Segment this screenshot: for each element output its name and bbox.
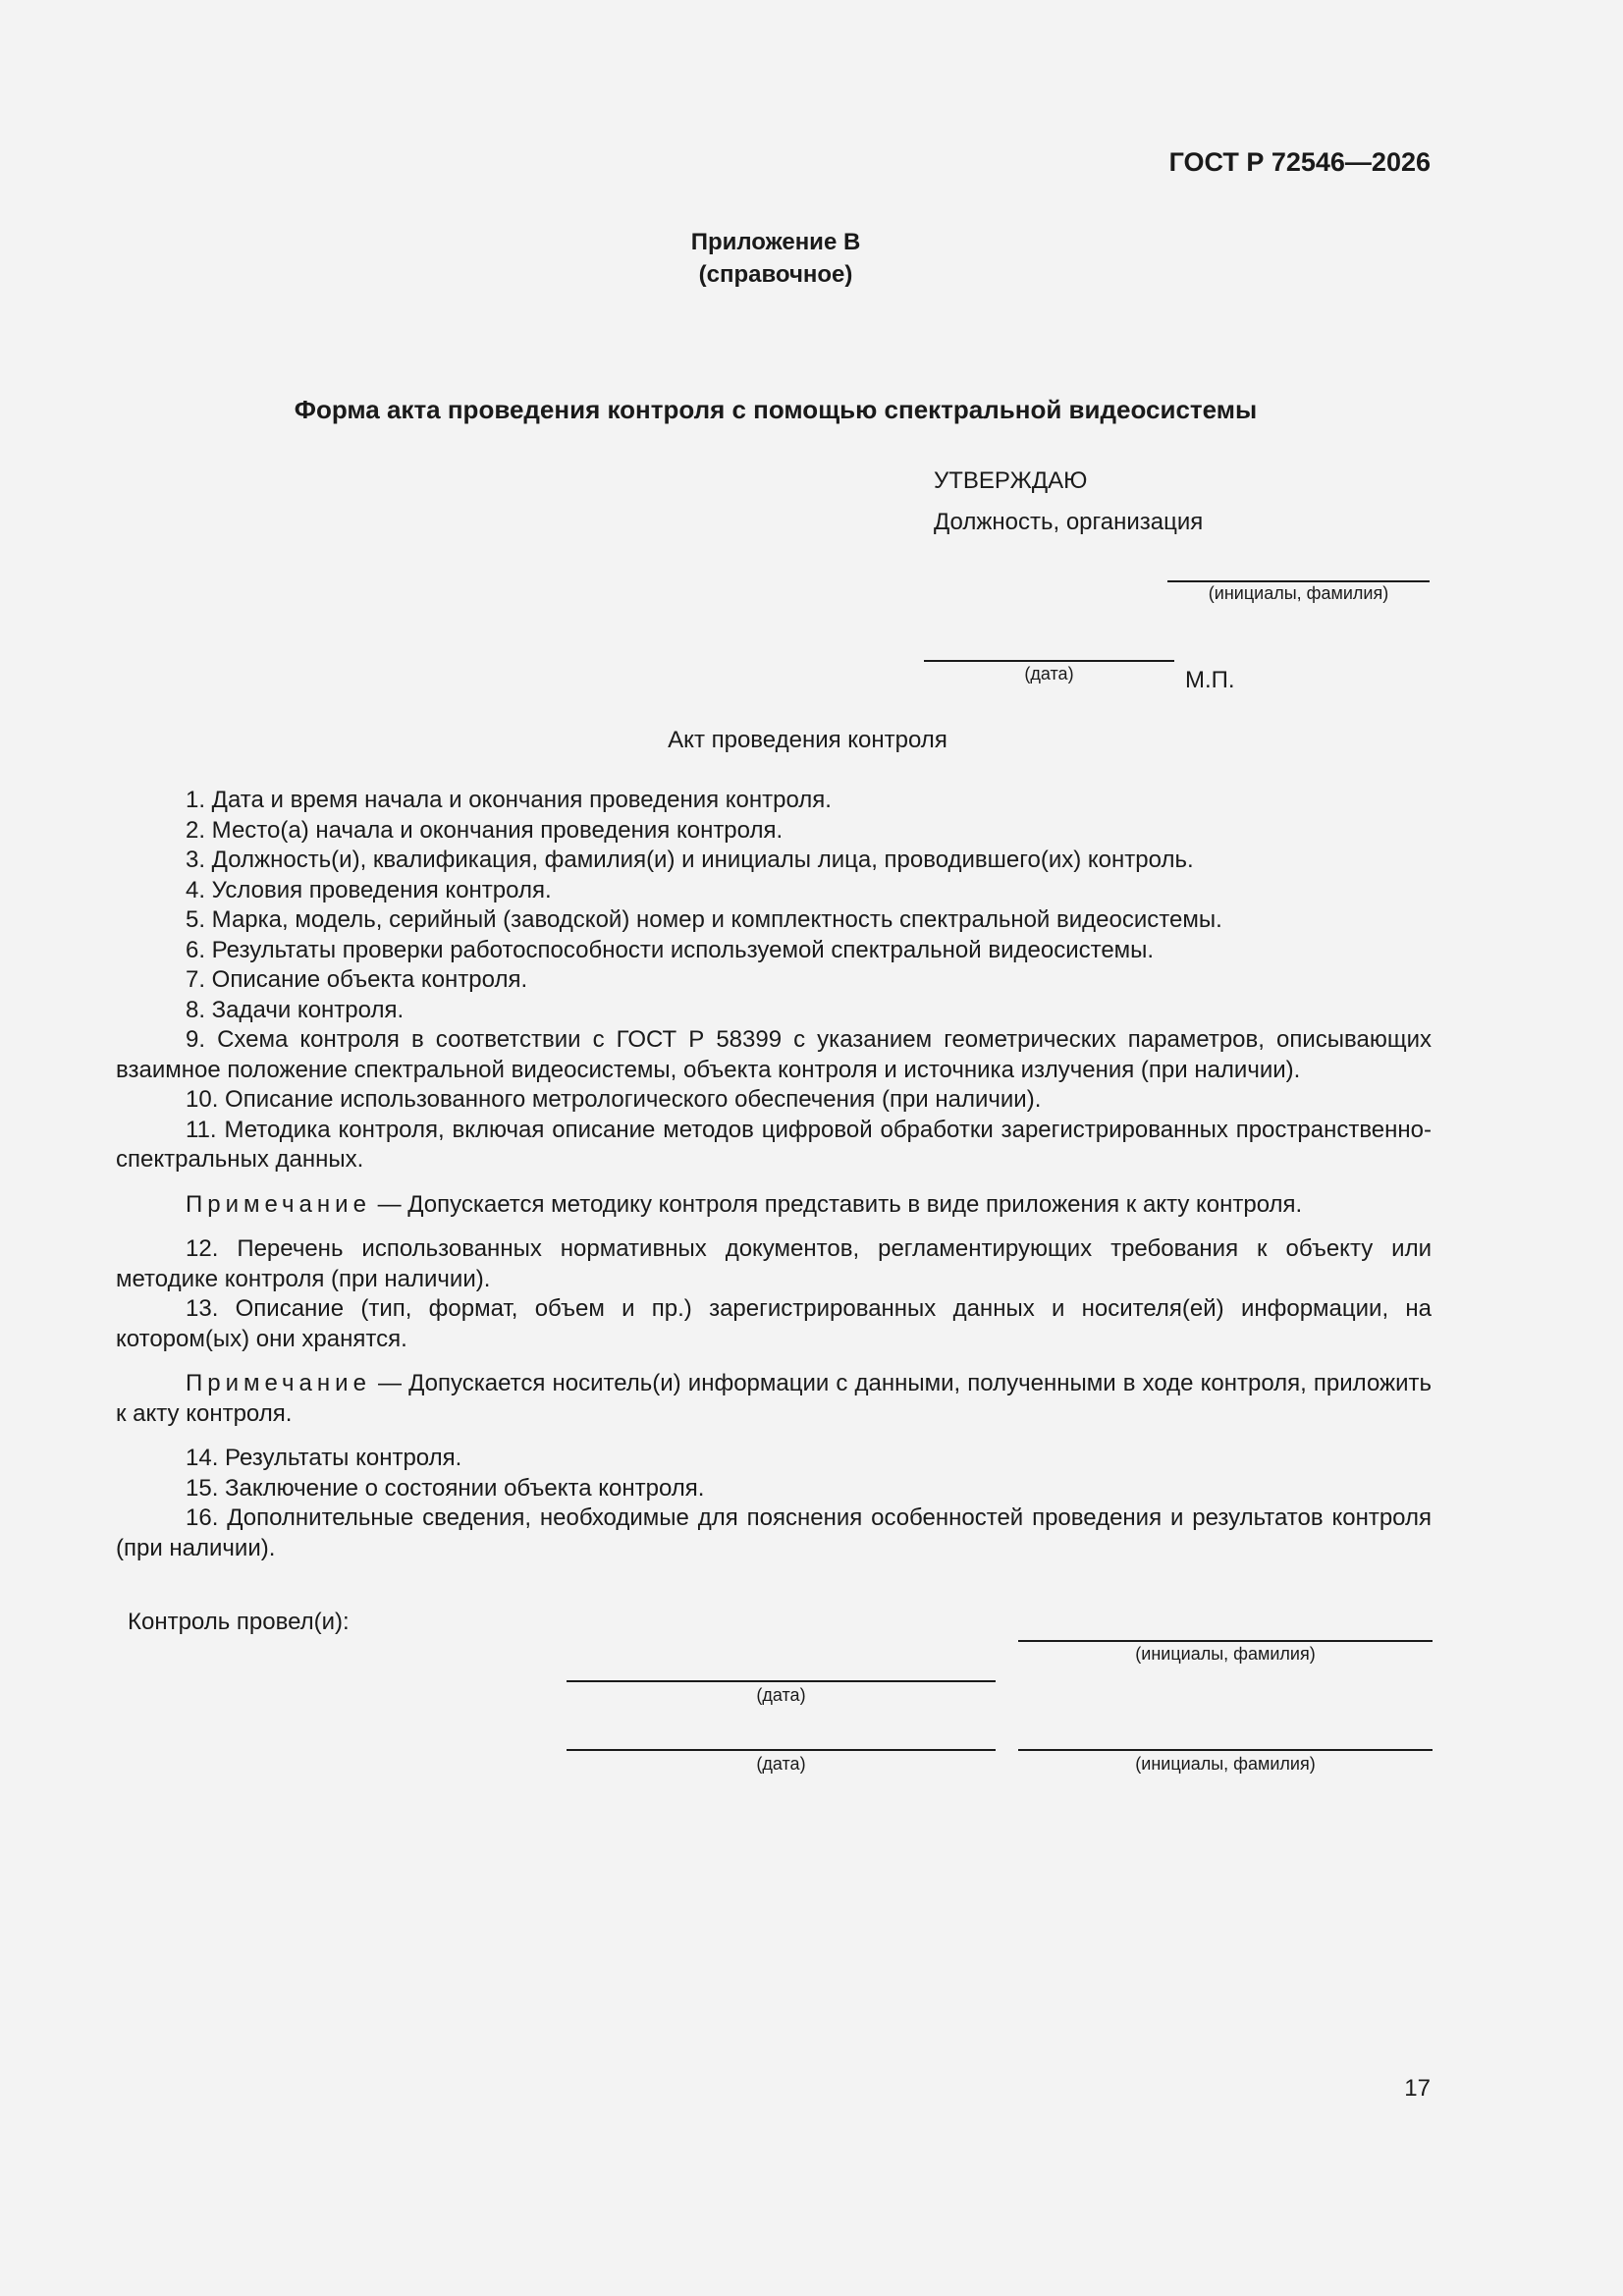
list-item: 8. Задачи контроля.: [186, 996, 405, 1023]
note-2: [116, 1369, 1432, 1429]
act-contents: [116, 786, 1432, 1563]
approve-label: УТВЕРЖДАЮ: [934, 467, 1088, 494]
list-item: 4. Условия проведения контроля.: [186, 876, 552, 903]
note-label: Примечание: [186, 1370, 371, 1396]
note-1: [116, 1190, 1432, 1221]
date-line: [567, 1680, 996, 1682]
appendix-subtitle: (справочное): [698, 261, 853, 288]
initials-caption: (инициалы, фамилия): [1135, 1644, 1316, 1664]
list-item: 5. Марка, модель, серийный (заводской) номер и комплектность спектральной видеосистемы.: [186, 906, 1222, 933]
list-item: 2. Место(а) начала и окончания проведения контроля.: [186, 816, 784, 844]
standard-number: ГОСТ Р 72546—2026: [1168, 147, 1431, 177]
appendix-title: Приложение В: [690, 229, 861, 255]
form-title: Форма акта проведения контроля с помощью спектральной видеосистемы: [294, 395, 1258, 424]
approval-date-caption: (дата): [1024, 664, 1074, 683]
note-text: — Допускается носитель(и) информации с данными, полученными в ходе контроля, приложить к акту контроля.: [116, 1370, 1432, 1427]
list-item: 12. Перечень использованных нормативных документов, регламентирующих требования к объекту или методике контроля (при наличии).: [116, 1235, 1432, 1292]
initials-caption: (инициалы, фамилия): [1135, 1754, 1316, 1774]
signature-line: [1018, 1749, 1433, 1751]
list-item: 1. Дата и время начала и окончания проведения контроля.: [186, 787, 832, 813]
page-number: 17: [1404, 2075, 1431, 2102]
approver-signature-line: [1167, 580, 1430, 582]
note-text: — Допускается методику контроля представить в виде приложения к акту контроля.: [370, 1190, 1303, 1218]
list-item: 3. Должность(и), квалификация, фамилия(и) и инициалы лица, проводившего(их) контроль.: [186, 847, 1194, 873]
list-item: 11. Методика контроля, включая описание методов цифровой обработки зарегистрированных пространственно-спектральных данных.: [116, 1116, 1432, 1173]
act-title: Акт проведения контроля: [668, 727, 947, 753]
appendix-heading: [0, 226, 1551, 291]
date-line: [567, 1749, 996, 1751]
list-item: 10. Описание использованного метрологического обеспечения (при наличии).: [186, 1086, 1042, 1113]
list-item: 13. Описание (тип, формат, объем и пр.) зарегистрированных данных и носителя(ей) информации, на котором(ых) они хранятся.: [116, 1295, 1432, 1352]
approver-position: Должность, организация: [934, 509, 1204, 535]
approver-initials-caption: (инициалы, фамилия): [1208, 583, 1389, 603]
list-item: 16. Дополнительные сведения, необходимые для пояснения особенностей проведения и результатов контроля (при наличии).: [116, 1504, 1432, 1561]
note-label: Примечание: [186, 1190, 371, 1218]
date-caption: (дата): [756, 1685, 806, 1705]
seal-mark: М.П.: [1185, 667, 1235, 693]
approval-date-line: [924, 660, 1174, 662]
list-item: 7. Описание объекта контроля.: [186, 966, 528, 993]
list-item: 6. Результаты проверки работоспособности используемой спектральной видеосистемы.: [186, 936, 1155, 963]
performed-by-label: Контроль провел(и):: [128, 1609, 350, 1635]
list-item: 15. Заключение о состоянии объекта контроля.: [186, 1474, 705, 1502]
list-item: 14. Результаты контроля.: [186, 1445, 462, 1471]
date-caption: (дата): [756, 1754, 806, 1774]
signature-line: [1018, 1640, 1433, 1642]
list-item: 9. Схема контроля в соответствии с ГОСТ Р 58399 с указанием геометрических параметров, описывающих взаимное положение спектральной видеосистемы, объекта контроля и источника излучения (при наличии).: [116, 1026, 1432, 1083]
